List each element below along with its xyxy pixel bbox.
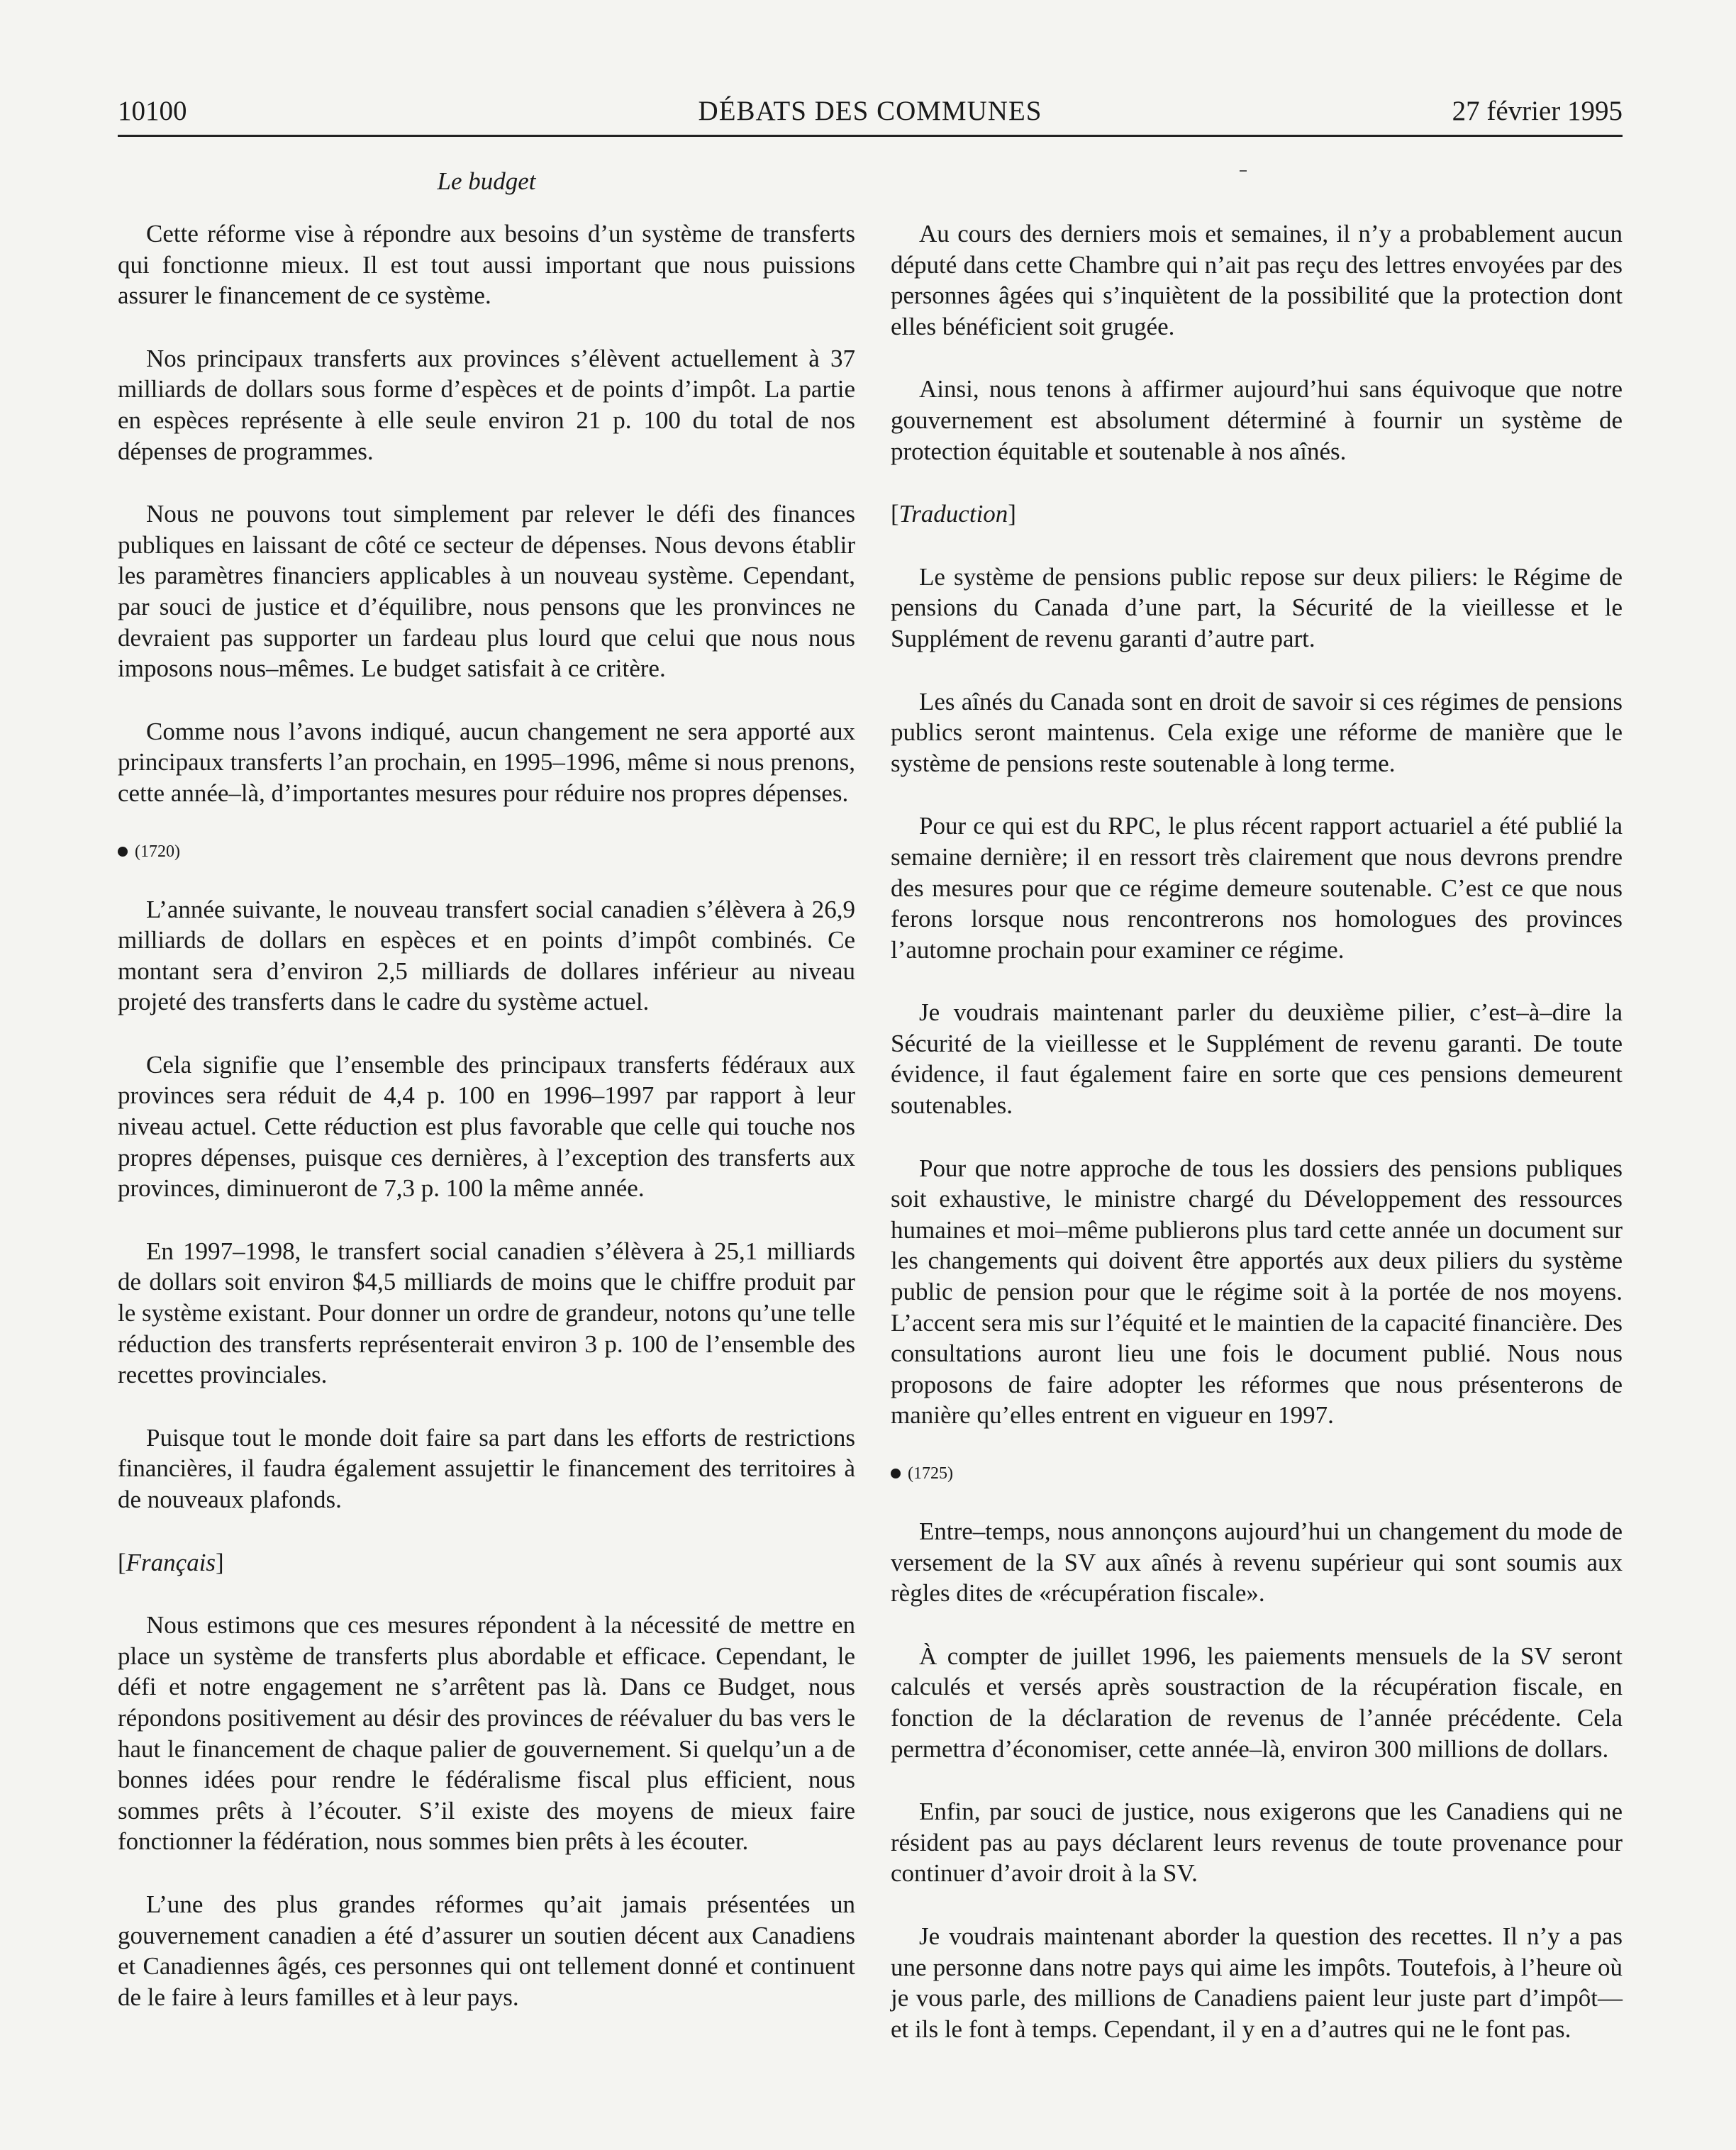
language-tag: [Traduction] <box>891 500 1016 528</box>
language-tag-text: Traduction <box>898 500 1008 528</box>
paragraph: Entre–temps, nous annonçons aujourd’hui un changement du mode de versement de la SV aux aînés à revenu supérieur qui sont soumis aux règles dites de «récupération fiscale». <box>891 1517 1623 1608</box>
scan-mark <box>1240 170 1247 172</box>
page-date: 27 février 1995 <box>1452 96 1623 126</box>
paragraph: L’une des plus grandes réformes qu’ait jamais présentées un gouvernement canadien a été d’assurer un soutien décent aux Canadiens et Canadiennes âgés, ces personnes qui ont tellement donné et continuent de le faire à leurs familles et à leur pays. <box>118 1890 855 2011</box>
paragraph: Puisque tout le monde doit faire sa part dans les efforts de restrictions financières, il faudra également assujettir le financement des territoires à de nouveaux plafonds. <box>118 1423 855 1513</box>
paragraph: Le système de pensions public repose sur deux piliers: le Régime de pensions du Canada d’une part, la Sécurité de la vieillesse et le Supplément de revenu garanti d’autre part. <box>891 562 1623 652</box>
time-marker <box>891 1463 1623 1484</box>
right-column <box>891 218 1623 2076</box>
paragraph: Ainsi, nous tenons à affirmer aujourd’hui sans équivoque que notre gouvernement est absolument déterminé à fournir un système de protection équitable et soutenable à nos aînés. <box>891 375 1623 465</box>
paragraph: Cela signifie que l’ensemble des principaux transferts fédéraux aux provinces sera réduit de 4,4 p. 100 en 1996–1997 par rapport à leur niveau actuel. Cette réduction est plus favorable que celle qui touche nos propres dépenses, puisque ces dernières, à l’exception des transferts aux provinces, diminueront de 7,3 p. 100 la même année. <box>118 1050 855 1203</box>
paragraph: Pour ce qui est du RPC, le plus récent rapport actuariel a été publié la semaine dernière; il en ressort très clairement que nous devrons prendre des mesures pour que ce régime demeure soutenable. C’est ce que nous ferons lorsque nous rencontrerons nos homologues des provinces l’automne prochain pour examiner ce régime. <box>891 812 1623 964</box>
paragraph: En 1997–1998, le transfert social canadien s’élèvera à 25,1 milliards de dollars soit environ $4,5 milliards de moins que le chiffre produit par le système existant. Pour donner un ordre de grandeur, notons qu’une telle réduction des transferts représenterait environ 3 p. 100 de l’ensemble des recettes provinciales. <box>118 1237 855 1389</box>
page-header <box>118 91 1623 132</box>
header-rule <box>118 135 1623 137</box>
page-number: 10100 <box>118 96 187 126</box>
paragraph: Nous estimons que ces mesures répondent à la nécessité de mettre en place un système de transferts plus abordable et efficace. Cependant, le défi et notre engagement ne s’arrêtent pas là. Dans ce Budget, nous répondons positivement au désir des provinces de réévaluer du bas vers le haut le financement de chaque palier de gouvernement. Si quelqu’un a de bonnes idées pour rendre le fédéralisme fiscal plus efficient, nous sommes prêts à l’écouter. S’il existe des moyens de mieux faire fonctionner la fédération, nous sommes bien prêts à les écouter. <box>118 1611 855 1856</box>
paragraph: À compter de juillet 1996, les paiements mensuels de la SV seront calculés et versés après soustraction de la récupération fiscale, en fonction de la déclaration de revenus de l’année précédente. Cela permettra d’économiser, cette année–là, environ 300 millions de dollars. <box>891 1642 1623 1763</box>
section-title: Le budget <box>437 167 536 195</box>
language-tag: [Français] <box>118 1548 224 1576</box>
time-label: (1720) <box>135 842 180 861</box>
time-marker <box>118 841 855 862</box>
paragraph: Nous ne pouvons tout simplement par relever le défi des finances publiques en laissant de côté ce secteur de dépenses. Nous devons établir les paramètres financiers applicables à un nouveau système. Cependant, par souci de justice et d’équilibre, nous pensons que les pronvinces ne devraient pas supporter un fardeau plus lourd que celui que nous nous imposons nous–mêmes. Le budget satisfait à ce critère. <box>118 500 855 683</box>
paragraph: Comme nous l’avons indiqué, aucun changement ne sera apporté aux principaux transferts l’an prochain, en 1995–1996, même si nous prenons, cette année–là, d’importantes mesures pour réduire nos propres dépenses. <box>118 717 855 807</box>
bullet-icon <box>891 1469 901 1478</box>
paragraph: Enfin, par souci de justice, nous exigerons que les Canadiens qui ne résident pas au pays déclarent leurs revenus de toute provenance pour continuer d’avoir droit à la SV. <box>891 1798 1623 1888</box>
paragraph: Cette réforme vise à répondre aux besoins d’un système de transferts qui fonctionne mieux. Il est tout aussi important que nous puissions assurer le financement de ce système. <box>118 220 855 310</box>
left-column <box>118 218 855 2044</box>
paragraph: Je voudrais maintenant aborder la question des recettes. Il n’y a pas une personne dans notre pays qui aime les impôts. Toutefois, à l’heure où je vous parle, des millions de Canadiens paient leur juste part d’impôt—et ils le font à temps. Cependant, il y en a d’autres qui ne le font pas. <box>891 1922 1623 2043</box>
paragraph: Je voudrais maintenant parler du deuxième pilier, c’est–à–dire la Sécurité de la vieillesse et le Supplément de revenu garanti. De toute évidence, il faut également faire en sorte que ces pensions demeurent soutenables. <box>891 998 1623 1120</box>
paragraph: Les aînés du Canada sont en droit de savoir si ces régimes de pensions publics seront maintenus. Cela exige une réforme de manière que le système de pensions reste soutenable à long terme. <box>891 687 1623 777</box>
bullet-icon <box>118 847 128 857</box>
paragraph: Au cours des derniers mois et semaines, il n’y a probablement aucun député dans cette Chambre qui n’ait pas reçu des lettres envoyées par des personnes âgées qui s’inquiètent de la possibilité que la protection dont elles bénéficient soit grugée. <box>891 220 1623 340</box>
language-tag-text: Français <box>126 1548 216 1576</box>
paragraph: Nos principaux transferts aux provinces s’élèvent actuellement à 37 milliards de dollars sous forme d’espèces et de points d’impôt. La partie en espèces représente à elle seule environ 21 p. 100 du total de nos dépenses de programmes. <box>118 344 855 465</box>
publication-title: DÉBATS DES COMMUNES <box>698 96 1042 126</box>
paragraph: L’année suivante, le nouveau transfert social canadien s’élèvera à 26,9 milliards de dollars en espèces et en points d’impôt combinés. Ce montant sera d’environ 2,5 milliards de dollares inférieur au niveau projeté des transferts dans le cadre du système actuel. <box>118 895 855 1016</box>
time-label: (1725) <box>908 1464 953 1483</box>
paragraph: Pour que notre approche de tous les dossiers des pensions publiques soit exhaustive, le ministre chargé du Développement des ressources humaines et moi–même publierons plus tard cette année un document sur les changements qui doivent être apportés aux deux piliers du système public de pension pour que le régime soit à la portée de nos moyens. L’accent sera mis sur l’équité et le maintien de la capacité financière. Des consultations auront lieu une fois le document publié. Nous nous proposons de faire adopter les réformes que nous présenterons de manière qu’elles entrent en vigueur en 1997. <box>891 1154 1623 1430</box>
